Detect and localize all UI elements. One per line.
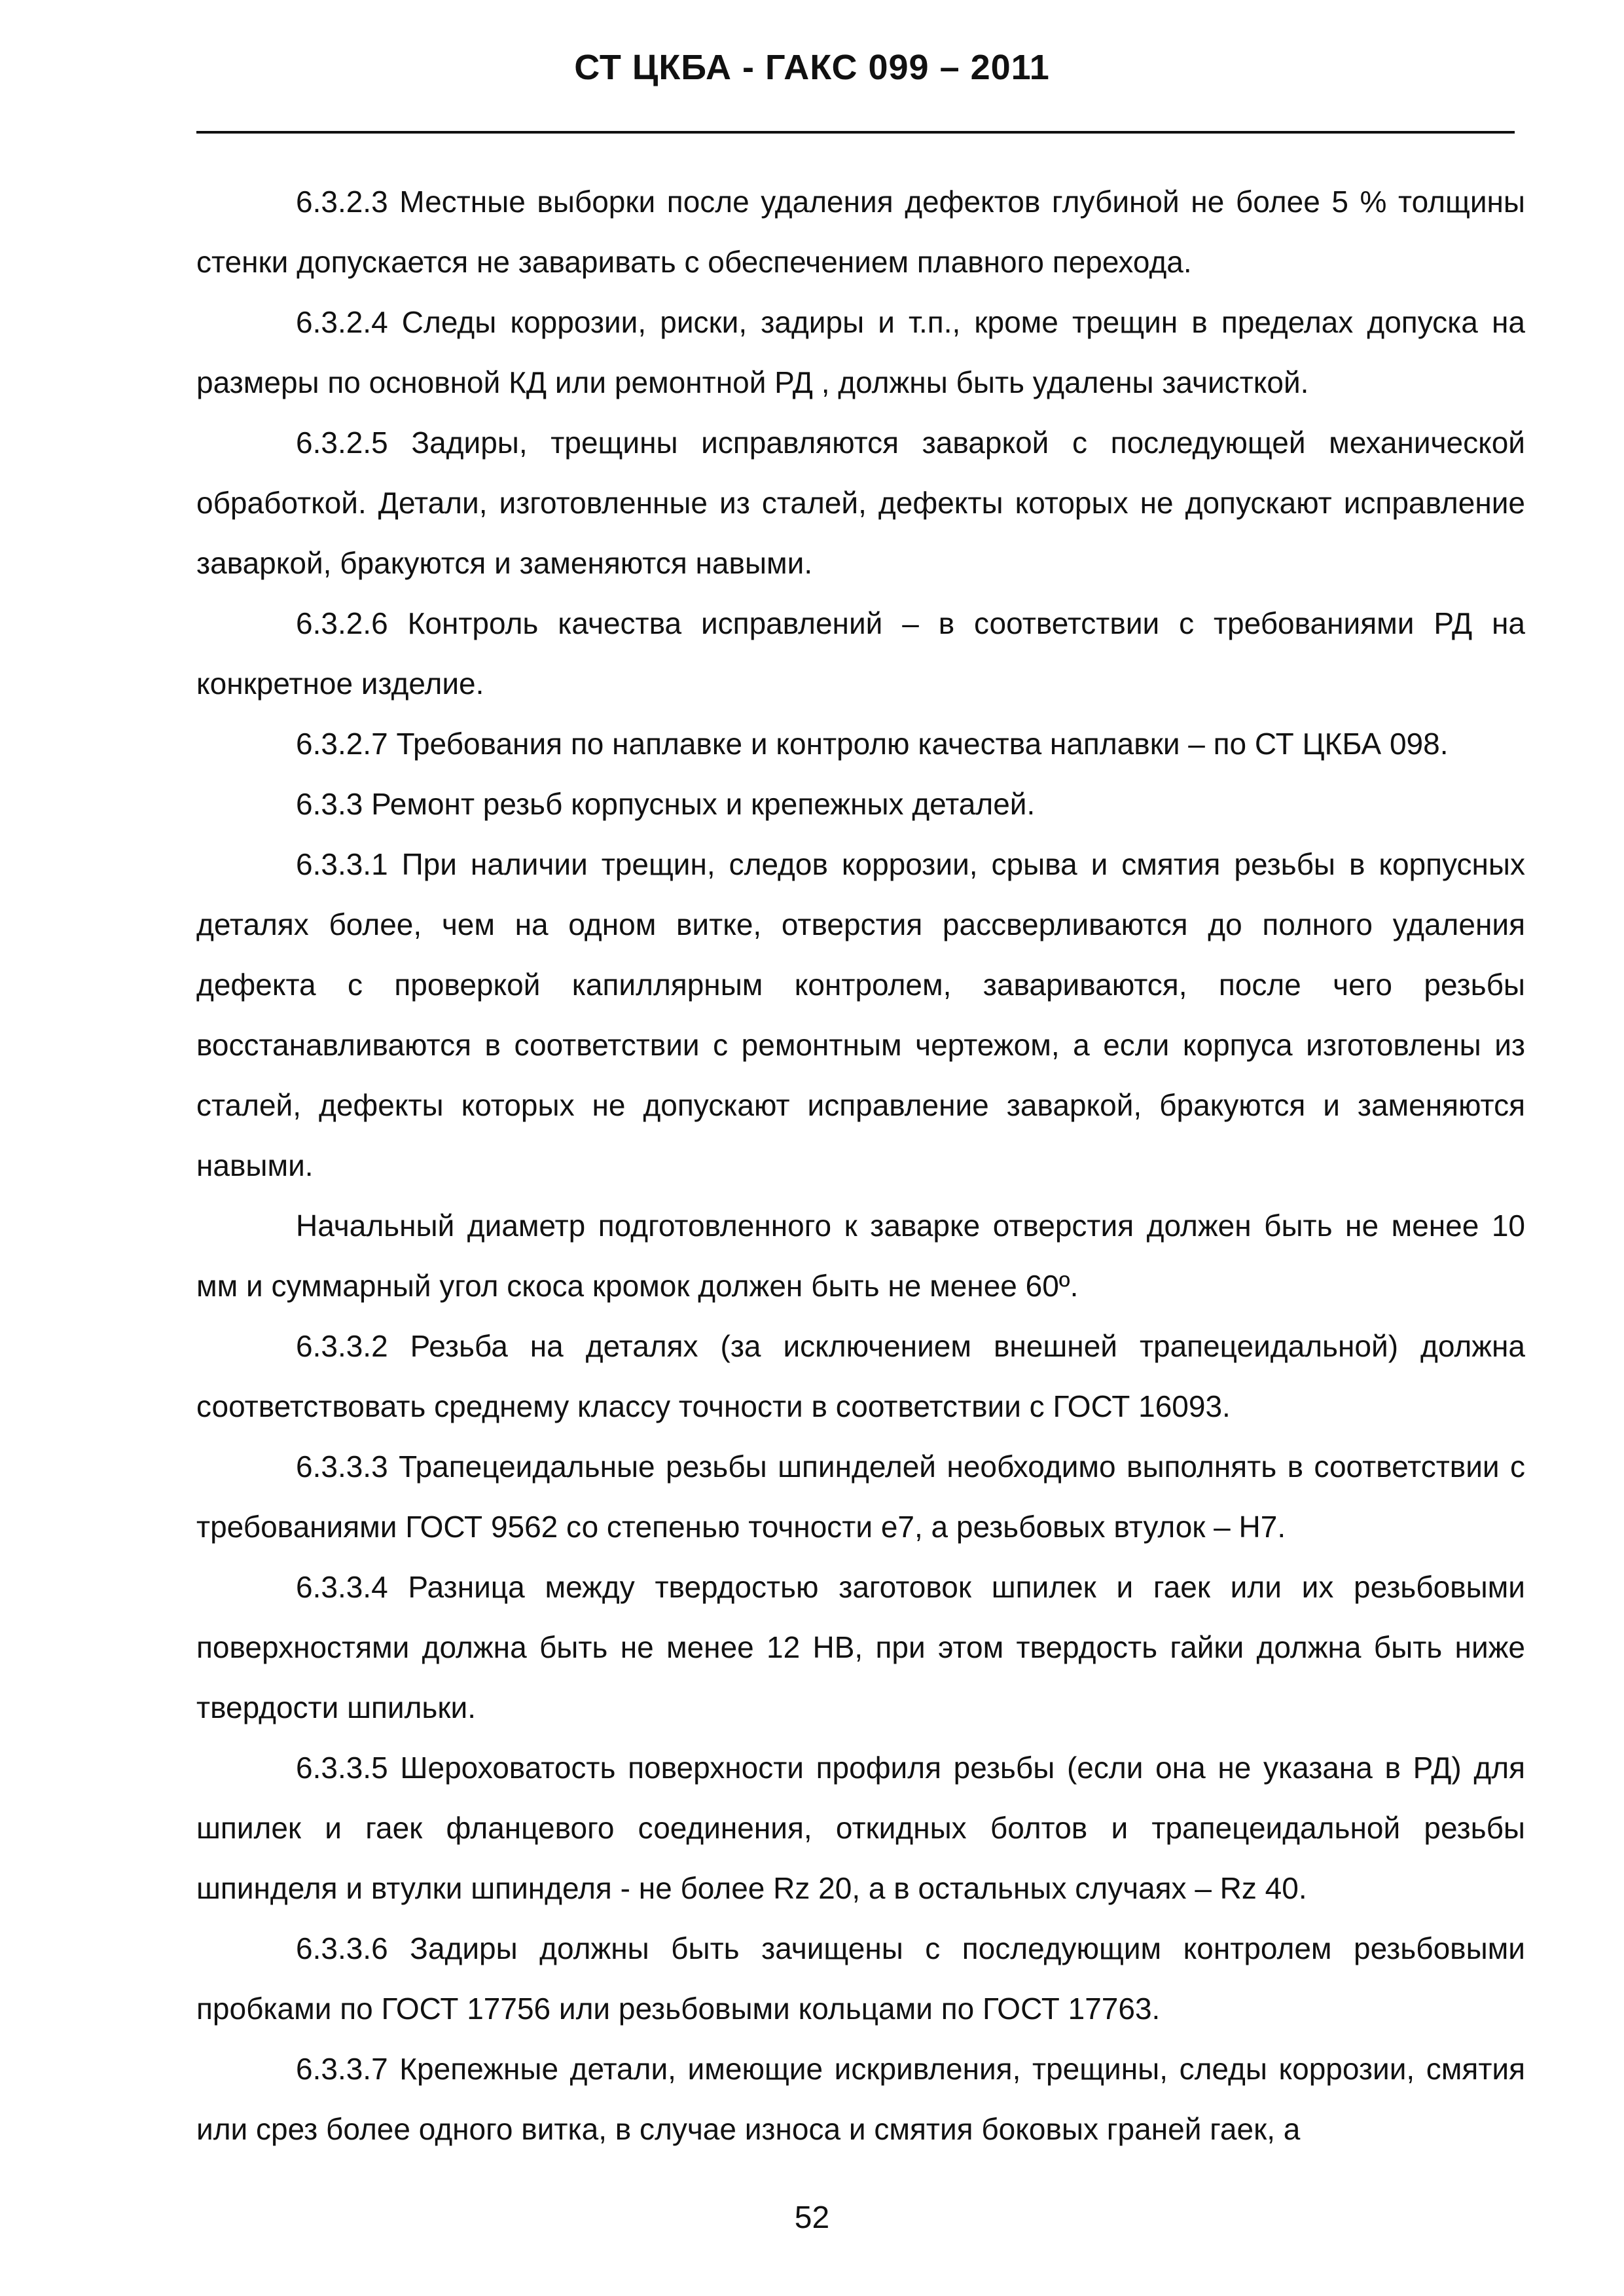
paragraph-initial-diameter: Начальный диаметр подготовленного к заварке отверстия должен быть не менее 10 мм и суммарный угол скоса кромок должен быть не менее 60º. — [196, 1209, 1525, 1303]
document-body — [196, 172, 1525, 2159]
header-divider — [196, 131, 1515, 134]
paragraph-6-3-2-6: 6.3.2.6 Контроль качества исправлений – в соответствии с требованиями РД на конкретное изделие. — [196, 606, 1525, 701]
document-header: СТ ЦКБА - ГАКС 099 – 2011 — [574, 48, 1050, 87]
paragraph-6-3-3-2: 6.3.3.2 Резьба на деталях (за исключением внешней трапецеидальной) должна соответствовать среднему классу точности в соответствии с ГОСТ 16093. — [196, 1329, 1525, 1423]
paragraph-6-3-3-4: 6.3.3.4 Разница между твердостью заготовок шпилек и гаек или их резьбовыми поверхностями должна быть не менее 12 НВ, при этом твердость гайки должна быть ниже твердости шпильки. — [196, 1570, 1525, 1724]
page-number: 52 — [794, 2200, 830, 2235]
paragraph-6-3-2-3: 6.3.2.3 Местные выборки после удаления дефектов глубиной не более 5 % толщины стенки допускается не заваривать с обеспечением плавного перехода. — [196, 185, 1525, 279]
paragraph-6-3-2-5: 6.3.2.5 Задиры, трещины исправляются заваркой с последующей механической обработкой. Детали, изготовленные из сталей, дефекты которых не допускают исправление заваркой, бракуются и заменяются навыми. — [196, 426, 1525, 580]
section-heading-6-3-3: 6.3.3 Ремонт резьб корпусных и крепежных деталей. — [296, 787, 1036, 821]
paragraph-6-3-3-6: 6.3.3.6 Задиры должны быть зачищены с последующим контролем резьбовыми пробками по ГОСТ 17756 или резьбовыми кольцами по ГОСТ 17763. — [196, 1931, 1525, 2026]
paragraph-6-3-3-5: 6.3.3.5 Шероховатость поверхности профиля резьбы (если она не указана в РД) для шпилек и гаек фланцевого соединения, откидных болтов и трапецеидальной резьбы шпинделя и втулки шпинделя - не более Rz 20, а в остальных случаях – Rz 40. — [196, 1751, 1525, 1905]
paragraph-6-3-2-7: 6.3.2.7 Требования по наплавке и контролю качества наплавки – по СТ ЦКБА 098. — [296, 727, 1449, 761]
paragraph-6-3-2-4: 6.3.2.4 Следы коррозии, риски, задиры и т.п., кроме трещин в пределах допуска на размеры по основной КД или ремонтной РД , должны быть удалены зачисткой. — [196, 305, 1525, 399]
paragraph-6-3-3-1: 6.3.3.1 При наличии трещин, следов коррозии, срыва и смятия резьбы в корпусных деталях более, чем на одном витке, отверстия рассверливаются до полного удаления дефекта с проверкой капиллярным контролем, завариваются, после чего резьбы восстанавливаются в соответствии с ремонтным чертежом, а если корпуса изготовлены из сталей, дефекты которых не допускают исправление заваркой, бракуются и заменяются навыми. — [196, 847, 1525, 1182]
paragraph-6-3-3-7: 6.3.3.7 Крепежные детали, имеющие искривления, трещины, следы коррозии, смятия или срез более одного витка, в случае износа и смятия боковых граней гаек, а — [196, 2052, 1525, 2146]
paragraph-6-3-3-3: 6.3.3.3 Трапецеидальные резьбы шпинделей необходимо выполнять в соответствии с требованиями ГОСТ 9562 со степенью точности е7, а резьбовых втулок – Н7. — [196, 1449, 1525, 1544]
